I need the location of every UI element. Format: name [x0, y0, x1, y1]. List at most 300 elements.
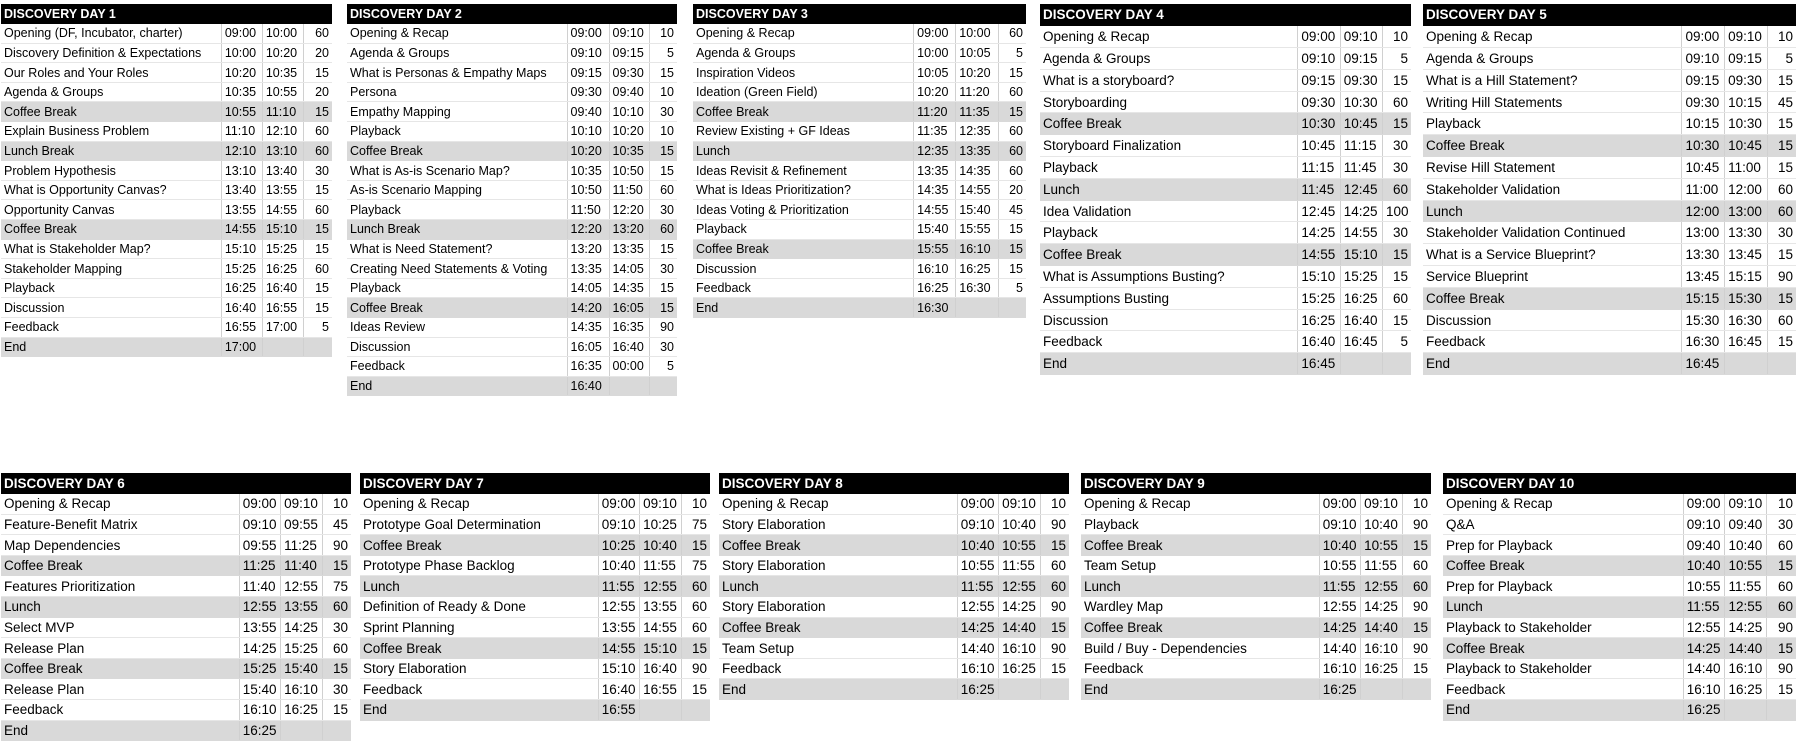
end-time-cell: 10:40	[1361, 514, 1402, 535]
start-time-cell: 10:25	[598, 535, 639, 556]
activity-cell: Story Elaboration	[719, 555, 957, 576]
break-row	[1423, 135, 1796, 157]
activity-cell: Agenda & Groups	[693, 43, 914, 63]
break-row	[347, 141, 677, 161]
start-time-cell: 16:25	[957, 679, 998, 700]
end-time-cell: 12:00	[1725, 178, 1768, 200]
end-time-cell: 14:35	[956, 161, 999, 181]
activity-cell: Inspiration Videos	[693, 63, 914, 83]
break-row	[1423, 287, 1796, 309]
day-1-schedule	[1, 4, 332, 357]
start-time-cell: 15:25	[221, 259, 262, 279]
start-time-cell: 09:30	[1682, 91, 1725, 113]
activity-cell: Opening & Recap	[360, 494, 598, 515]
activity-cell: Lunch	[719, 576, 957, 597]
start-time-cell: 12:45	[1298, 200, 1340, 222]
end-time-cell: 14:55	[640, 617, 681, 638]
start-time-cell: 11:15	[1298, 157, 1340, 179]
start-time-cell: 15:10	[598, 658, 639, 679]
duration-cell: 90	[1402, 597, 1431, 618]
start-time-cell: 16:30	[914, 298, 956, 318]
end-time-cell	[281, 720, 322, 741]
end-time-cell: 13:55	[262, 180, 303, 200]
end-time-cell: 09:10	[281, 494, 322, 515]
session-row	[1040, 48, 1411, 70]
break-row	[693, 141, 1026, 161]
end-time-cell: 15:25	[1340, 266, 1382, 288]
session-row	[347, 102, 677, 122]
end-time-cell: 16:45	[1725, 331, 1768, 353]
session-row	[347, 63, 677, 83]
end-time-cell: 13:10	[262, 141, 303, 161]
break-row	[1443, 638, 1796, 659]
end-time-cell: 11:50	[609, 180, 649, 200]
start-time-cell: 14:55	[1298, 244, 1340, 266]
session-row	[1, 278, 332, 298]
activity-cell: End	[1, 337, 221, 357]
end-time-cell	[1340, 353, 1382, 375]
end-time-cell: 16:35	[609, 318, 649, 338]
start-time-cell: 14:05	[567, 278, 609, 298]
start-time-cell: 13:55	[221, 200, 262, 220]
session-row	[1040, 331, 1411, 353]
end-time-cell: 15:55	[956, 220, 999, 240]
end-time-cell: 12:35	[956, 122, 999, 142]
activity-cell: Story Elaboration	[719, 597, 957, 618]
start-time-cell: 14:55	[914, 200, 956, 220]
end-time-cell: 12:55	[281, 576, 322, 597]
duration-cell: 15	[999, 63, 1026, 83]
activity-cell: End	[693, 298, 914, 318]
duration-cell: 15	[1767, 244, 1796, 266]
duration-cell	[322, 720, 351, 741]
activity-cell: Prep for Playback	[1443, 576, 1683, 597]
duration-cell: 10	[681, 494, 710, 515]
end-time-cell: 13:55	[640, 597, 681, 618]
session-row	[1040, 91, 1411, 113]
activity-cell: Storyboard Finalization	[1040, 135, 1298, 157]
break-row	[1040, 244, 1411, 266]
end-time-cell	[262, 337, 303, 357]
session-row	[1, 318, 332, 338]
end-time-cell: 10:30	[1725, 113, 1768, 135]
day-title: DISCOVERY DAY 4	[1040, 4, 1411, 26]
day-5-schedule	[1423, 4, 1796, 375]
activity-cell: Coffee Break	[719, 617, 957, 638]
session-row	[1081, 555, 1431, 576]
break-row	[1, 720, 351, 741]
end-time-cell: 10:00	[262, 24, 303, 44]
start-time-cell: 15:40	[239, 679, 280, 700]
start-time-cell: 09:15	[1682, 69, 1725, 91]
activity-cell: Lunch Break	[1, 141, 221, 161]
start-time-cell: 11:35	[914, 122, 956, 142]
duration-cell: 10	[649, 24, 677, 44]
duration-cell	[681, 700, 710, 721]
activity-cell: Lunch Break	[347, 220, 567, 240]
activity-cell: End	[347, 376, 567, 396]
start-time-cell: 10:20	[221, 63, 262, 83]
activity-cell: Q&A	[1443, 514, 1683, 535]
session-row	[1, 576, 351, 597]
activity-cell: Discussion	[1423, 309, 1682, 331]
session-row	[360, 494, 710, 515]
end-time-cell: 13:40	[262, 161, 303, 181]
duration-cell: 15	[1767, 679, 1796, 700]
start-time-cell: 16:45	[1298, 353, 1340, 375]
break-row	[347, 220, 677, 240]
duration-cell: 45	[999, 200, 1026, 220]
session-row	[693, 63, 1026, 83]
start-time-cell: 09:30	[567, 82, 609, 102]
activity-cell: Prototype Goal Determination	[360, 514, 598, 535]
session-row	[1040, 309, 1411, 331]
end-time-cell: 15:15	[1725, 266, 1768, 288]
end-time-cell: 16:10	[956, 239, 999, 259]
activity-cell: Coffee Break	[1443, 555, 1683, 576]
duration-cell: 20	[999, 180, 1026, 200]
start-time-cell: 14:25	[957, 617, 998, 638]
duration-cell	[649, 376, 677, 396]
session-row	[1081, 658, 1431, 679]
duration-cell: 15	[1767, 287, 1796, 309]
end-time-cell: 16:10	[1725, 658, 1767, 679]
session-row	[360, 658, 710, 679]
start-time-cell: 12:55	[1683, 617, 1725, 638]
activity-cell: Our Roles and Your Roles	[1, 63, 221, 83]
break-row	[1, 220, 332, 240]
session-row	[1040, 222, 1411, 244]
start-time-cell: 16:10	[1319, 658, 1360, 679]
activity-cell: Idea Validation	[1040, 200, 1298, 222]
schedule-table	[1423, 4, 1796, 375]
duration-cell: 75	[681, 514, 710, 535]
activity-cell: Coffee Break	[1040, 244, 1298, 266]
session-row	[1, 180, 332, 200]
activity-cell: Ideas Voting & Prioritization	[693, 200, 914, 220]
end-time-cell: 16:40	[262, 278, 303, 298]
activity-cell: Ideation (Green Field)	[693, 82, 914, 102]
start-time-cell: 09:40	[567, 102, 609, 122]
activity-cell: Explain Business Problem	[1, 122, 221, 142]
activity-cell: Build / Buy - Dependencies	[1081, 638, 1319, 659]
day-9-schedule	[1081, 473, 1431, 700]
session-row	[347, 161, 677, 181]
end-time-cell: 16:25	[1340, 287, 1382, 309]
duration-cell: 15	[303, 239, 332, 259]
end-time-cell: 10:20	[262, 43, 303, 63]
activity-cell: Opening & Recap	[1, 494, 239, 515]
duration-cell: 75	[681, 555, 710, 576]
end-time-cell: 13:30	[1725, 222, 1768, 244]
end-time-cell: 13:35	[956, 141, 999, 161]
end-time-cell: 14:25	[1361, 597, 1402, 618]
session-row	[1423, 69, 1796, 91]
duration-cell: 90	[322, 535, 351, 556]
end-time-cell: 10:40	[640, 535, 681, 556]
end-time-cell: 11:10	[262, 102, 303, 122]
start-time-cell: 09:10	[1298, 48, 1340, 70]
end-time-cell: 14:40	[1725, 638, 1767, 659]
start-time-cell: 14:35	[914, 180, 956, 200]
activity-cell: Playback	[347, 200, 567, 220]
duration-cell: 5	[999, 43, 1026, 63]
end-time-cell: 15:10	[1340, 244, 1382, 266]
break-row	[1081, 679, 1431, 700]
start-time-cell: 09:00	[1682, 26, 1725, 48]
duration-cell: 30	[649, 259, 677, 279]
activity-cell: End	[1423, 353, 1682, 375]
end-time-cell: 16:30	[956, 278, 999, 298]
end-time-cell: 09:10	[1725, 26, 1768, 48]
start-time-cell: 12:55	[1319, 597, 1360, 618]
end-time-cell	[1725, 353, 1768, 375]
end-time-cell: 10:20	[956, 63, 999, 83]
break-row	[1, 658, 351, 679]
start-time-cell: 13:55	[598, 617, 639, 638]
session-row	[1423, 266, 1796, 288]
break-row	[1040, 178, 1411, 200]
duration-cell: 60	[1767, 178, 1796, 200]
start-time-cell: 10:00	[914, 43, 956, 63]
activity-cell: Empathy Mapping	[347, 102, 567, 122]
session-row	[360, 514, 710, 535]
break-row	[1, 337, 332, 357]
activity-cell: End	[1443, 700, 1683, 721]
activity-cell: What is As-is Scenario Map?	[347, 161, 567, 181]
activity-cell: Problem Hypothesis	[1, 161, 221, 181]
end-time-cell: 10:20	[609, 122, 649, 142]
break-row	[1081, 617, 1431, 638]
start-time-cell: 13:35	[914, 161, 956, 181]
session-row	[719, 638, 1069, 659]
break-row	[1040, 113, 1411, 135]
start-time-cell: 10:00	[221, 43, 262, 63]
duration-cell: 15	[681, 638, 710, 659]
start-time-cell: 15:15	[1682, 287, 1725, 309]
duration-cell: 60	[322, 597, 351, 618]
end-time-cell: 11:55	[1361, 555, 1402, 576]
start-time-cell: 16:25	[239, 720, 280, 741]
session-row	[693, 259, 1026, 279]
duration-cell: 30	[1767, 222, 1796, 244]
activity-cell: Prep for Playback	[1443, 535, 1683, 556]
start-time-cell: 09:00	[957, 494, 998, 515]
activity-cell: Playback	[693, 220, 914, 240]
break-row	[1423, 353, 1796, 375]
activity-cell: Agenda & Groups	[1, 82, 221, 102]
end-time-cell: 14:55	[1340, 222, 1382, 244]
end-time-cell: 16:40	[1340, 309, 1382, 331]
activity-cell: Discussion	[347, 337, 567, 357]
session-row	[347, 337, 677, 357]
end-time-cell: 10:30	[1340, 91, 1382, 113]
end-time-cell: 13:20	[609, 220, 649, 240]
session-row	[1423, 331, 1796, 353]
end-time-cell: 16:25	[281, 700, 322, 721]
break-row	[1423, 200, 1796, 222]
break-row	[719, 535, 1069, 556]
end-time-cell: 15:10	[640, 638, 681, 659]
activity-cell: Playback	[1040, 157, 1298, 179]
start-time-cell: 09:55	[239, 535, 280, 556]
duration-cell: 10	[1767, 26, 1796, 48]
session-row	[693, 220, 1026, 240]
end-time-cell: 16:40	[609, 337, 649, 357]
end-time-cell: 09:40	[1725, 514, 1767, 535]
activity-cell: Coffee Break	[693, 102, 914, 122]
start-time-cell: 16:10	[914, 259, 956, 279]
duration-cell: 30	[322, 617, 351, 638]
session-row	[347, 259, 677, 279]
end-time-cell: 10:40	[1725, 535, 1767, 556]
day-6-schedule	[1, 473, 351, 741]
start-time-cell: 16:10	[239, 700, 280, 721]
start-time-cell: 16:45	[1682, 353, 1725, 375]
end-time-cell: 12:10	[262, 122, 303, 142]
duration-cell: 10	[1767, 494, 1796, 515]
activity-cell: Lunch	[1, 597, 239, 618]
day-3-schedule	[693, 4, 1026, 318]
schedule-table	[693, 4, 1026, 318]
start-time-cell: 14:25	[1683, 638, 1725, 659]
break-row	[360, 638, 710, 659]
session-row	[1040, 266, 1411, 288]
day-title: DISCOVERY DAY 3	[693, 4, 1026, 24]
end-time-cell: 16:10	[1361, 638, 1402, 659]
break-row	[1081, 576, 1431, 597]
start-time-cell: 09:00	[1298, 26, 1340, 48]
end-time-cell: 09:10	[1340, 26, 1382, 48]
day-10-schedule	[1443, 473, 1796, 721]
duration-cell: 10	[1040, 494, 1069, 515]
duration-cell	[303, 337, 332, 357]
duration-cell: 60	[681, 617, 710, 638]
end-time-cell: 09:10	[609, 24, 649, 44]
end-time-cell: 11:15	[1340, 135, 1382, 157]
duration-cell: 15	[1402, 617, 1431, 638]
start-time-cell: 16:10	[1683, 679, 1725, 700]
end-time-cell: 10:15	[1725, 91, 1768, 113]
session-row	[1040, 200, 1411, 222]
start-time-cell: 14:40	[1683, 658, 1725, 679]
end-time-cell: 15:10	[262, 220, 303, 240]
activity-cell: Release Plan	[1, 679, 239, 700]
start-time-cell: 16:30	[1682, 331, 1725, 353]
duration-cell: 60	[1767, 309, 1796, 331]
schedule-table	[1443, 473, 1796, 721]
activity-cell: Team Setup	[719, 638, 957, 659]
start-time-cell: 16:40	[598, 679, 639, 700]
duration-cell	[1767, 700, 1796, 721]
start-time-cell: 13:45	[1682, 266, 1725, 288]
start-time-cell: 09:30	[1298, 91, 1340, 113]
activity-cell: Service Blueprint	[1423, 266, 1682, 288]
activity-cell: Definition of Ready & Done	[360, 597, 598, 618]
duration-cell: 60	[303, 200, 332, 220]
end-time-cell	[1361, 679, 1402, 700]
duration-cell	[1402, 679, 1431, 700]
schedule-table	[1081, 473, 1431, 700]
start-time-cell: 16:40	[567, 376, 609, 396]
duration-cell: 60	[303, 259, 332, 279]
duration-cell: 15	[681, 535, 710, 556]
duration-cell: 60	[322, 638, 351, 659]
session-row	[1423, 309, 1796, 331]
start-time-cell: 13:35	[567, 259, 609, 279]
session-row	[1, 122, 332, 142]
activity-cell: Storyboarding	[1040, 91, 1298, 113]
activity-cell: Coffee Break	[1, 220, 221, 240]
session-row	[360, 597, 710, 618]
start-time-cell: 16:35	[567, 357, 609, 377]
duration-cell: 15	[649, 63, 677, 83]
session-row	[347, 82, 677, 102]
session-row	[347, 318, 677, 338]
session-row	[1423, 113, 1796, 135]
break-row	[719, 576, 1069, 597]
end-time-cell: 14:55	[262, 200, 303, 220]
duration-cell: 20	[303, 82, 332, 102]
end-time-cell: 16:40	[640, 658, 681, 679]
activity-cell: What is Ideas Prioritization?	[693, 180, 914, 200]
start-time-cell: 09:10	[1319, 514, 1360, 535]
duration-cell: 75	[322, 576, 351, 597]
duration-cell: 15	[1040, 535, 1069, 556]
activity-cell: Coffee Break	[719, 535, 957, 556]
activity-cell: Coffee Break	[693, 239, 914, 259]
session-row	[1, 259, 332, 279]
session-row	[347, 122, 677, 142]
duration-cell: 5	[1382, 48, 1411, 70]
start-time-cell: 13:55	[239, 617, 280, 638]
activity-cell: Agenda & Groups	[347, 43, 567, 63]
session-row	[719, 597, 1069, 618]
session-row	[1423, 157, 1796, 179]
duration-cell: 90	[1040, 597, 1069, 618]
end-time-cell	[640, 700, 681, 721]
duration-cell: 15	[1382, 309, 1411, 331]
session-row	[360, 617, 710, 638]
start-time-cell: 09:10	[567, 43, 609, 63]
start-time-cell: 10:35	[221, 82, 262, 102]
end-time-cell: 09:10	[1361, 494, 1402, 515]
duration-cell: 15	[681, 679, 710, 700]
activity-cell: Prototype Phase Backlog	[360, 555, 598, 576]
end-time-cell: 13:00	[1725, 200, 1768, 222]
duration-cell	[1040, 679, 1069, 700]
duration-cell: 60	[1040, 555, 1069, 576]
activity-cell: What is a Hill Statement?	[1423, 69, 1682, 91]
schedule-table	[1, 4, 332, 357]
activity-cell: Coffee Break	[1, 102, 221, 122]
session-row	[1040, 157, 1411, 179]
duration-cell: 15	[1767, 331, 1796, 353]
duration-cell: 15	[1382, 266, 1411, 288]
duration-cell: 15	[999, 102, 1026, 122]
duration-cell: 45	[1767, 91, 1796, 113]
end-time-cell: 16:45	[1340, 331, 1382, 353]
activity-cell: Discovery Definition & Expectations	[1, 43, 221, 63]
start-time-cell: 09:00	[598, 494, 639, 515]
duration-cell: 60	[1382, 287, 1411, 309]
duration-cell: 5	[1382, 331, 1411, 353]
session-row	[1040, 26, 1411, 48]
break-row	[360, 700, 710, 721]
activity-cell: Stakeholder Validation Continued	[1423, 222, 1682, 244]
duration-cell: 15	[303, 63, 332, 83]
break-row	[1443, 597, 1796, 618]
